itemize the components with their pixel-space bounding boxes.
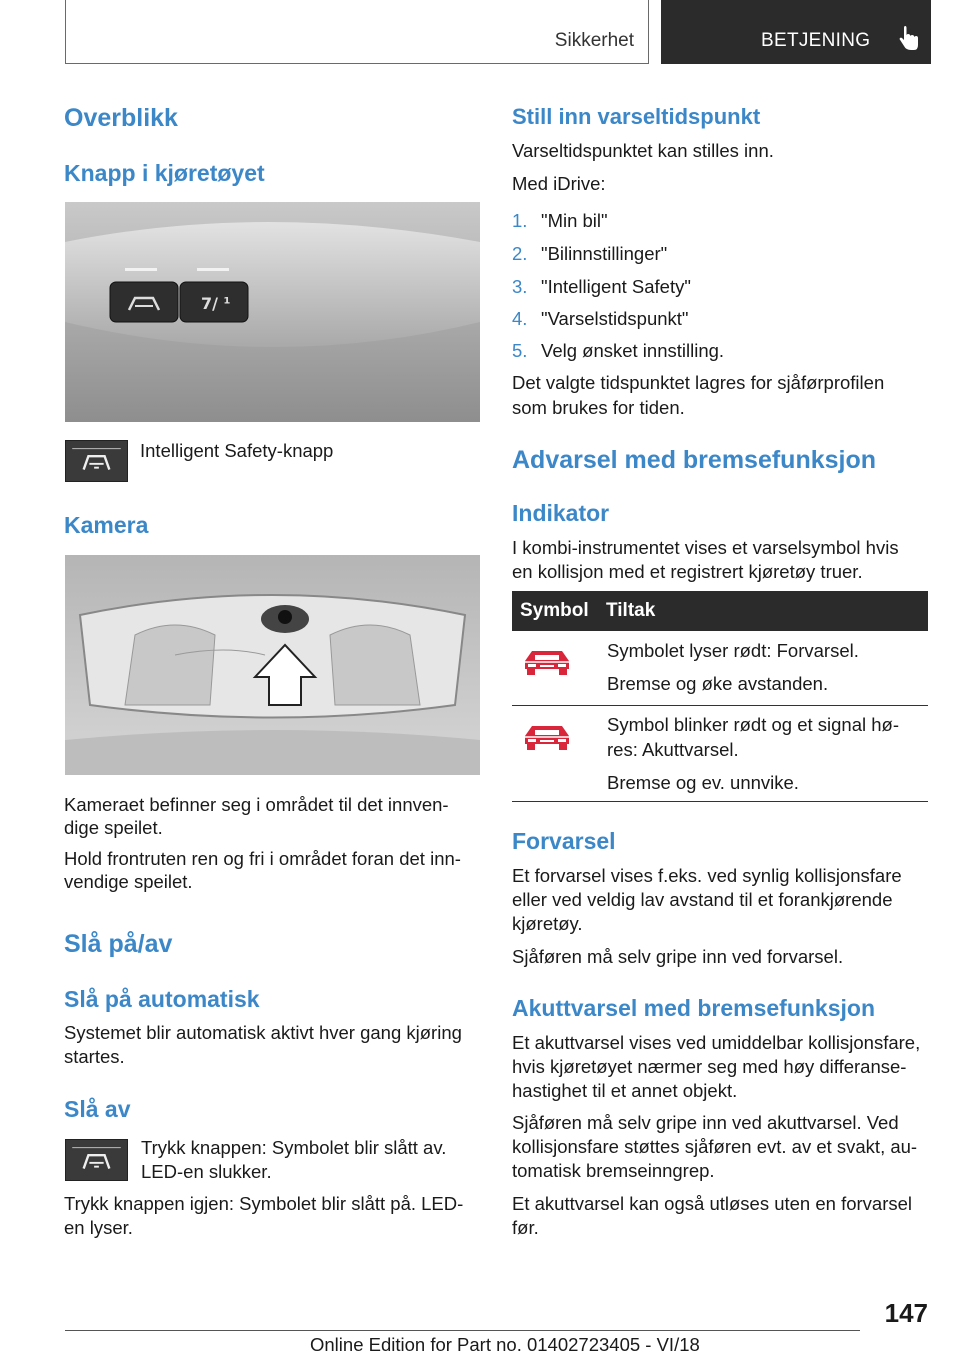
camera-text-1a: Kameraet befinner seg i området til det innven- [64, 794, 449, 815]
collision-warning-blink-icon [522, 722, 572, 752]
svg-text:7/ ¹: 7/ ¹ [201, 294, 231, 313]
symbol-table-header [512, 591, 928, 631]
header-section-tab [65, 0, 649, 64]
step-text: "Bilinnstillinger" [541, 243, 668, 264]
page-number: 147 [884, 1298, 928, 1328]
step-number: 1. [512, 210, 528, 231]
camera-text-2a: Hold frontruten ren og fri i området foran det inn- [64, 848, 461, 869]
step-number: 4. [512, 308, 528, 329]
footer-edition: Online Edition for Part no. 01402723405 - VI/18 [310, 1334, 700, 1355]
acute-text-a: Et akuttvarsel vises ved umiddelbar kollisjonsfare, [512, 1032, 921, 1053]
pre-text-a: Et forvarsel vises f.eks. ved synlig kollisjonsfare [512, 865, 902, 886]
acute-text-b: hvis kjøretøyet nærmer seg med høy differanse- [512, 1056, 907, 1077]
step-text: "Intelligent Safety" [541, 276, 691, 297]
acute-text-h: før. [512, 1217, 539, 1238]
warning-time-text: Varseltidspunktet kan stilles inn. [512, 140, 774, 161]
camera-text-2b: vendige speilet. [64, 871, 193, 892]
acute-text-g: Et akuttvarsel kan også utløses uten en forvarsel [512, 1193, 913, 1214]
table-row-divider [512, 705, 928, 706]
auto-text-a: Systemet blir automatisk aktivt hver gang kjøring [64, 1022, 462, 1043]
row1-text-a: Symbolet lyser rødt: Forvarsel. [607, 640, 859, 661]
title-overblikk: Overblikk [64, 104, 178, 132]
button-caption: Intelligent Safety-knapp [140, 440, 334, 461]
pre-text-d: Sjåføren må selv gripe inn ved forvarsel. [512, 946, 844, 967]
row1-text-b: Bremse og øke avstanden. [607, 673, 829, 694]
camera-text-1b: dige speilet. [64, 817, 163, 838]
saved-text-b: som brukes for tiden. [512, 397, 685, 418]
intelligent-safety-icon [65, 440, 128, 482]
step-number: 3. [512, 276, 528, 297]
row2-text-a: Symbol blinker rødt og et signal hø- [607, 714, 900, 735]
subtitle-off: Slå av [64, 1096, 131, 1122]
col-symbol: Symbol [520, 600, 589, 621]
footer-rule [65, 1330, 860, 1331]
row2-text-b: res: Akuttvarsel. [607, 739, 739, 760]
acute-text-c: hastighet til et annet objekt. [512, 1080, 738, 1101]
pre-text-c: kjøretøy. [512, 913, 583, 934]
col-action: Tiltak [606, 600, 656, 621]
idrive-label: Med iDrive: [512, 173, 606, 194]
indicator-text-b: en kollisjon med et registrert kjøretøy truer. [512, 561, 863, 582]
header-section-label: Sikkerhet [554, 30, 634, 51]
acute-text-d: Sjåføren må selv gripe inn ved akuttvarsel. Ved [512, 1112, 899, 1133]
title-brake-warning: Advarsel med bremsefunksjon [512, 446, 877, 474]
subtitle-pre-warning: Forvarsel [512, 828, 616, 854]
step-number: 5. [512, 340, 528, 361]
button-photo [65, 202, 480, 422]
camera-photo [65, 555, 480, 775]
header-chapter-label: BETJENING [761, 30, 871, 51]
auto-text-b: startes. [64, 1046, 125, 1067]
table-bottom-rule [512, 801, 928, 802]
subtitle-camera: Kamera [64, 512, 149, 538]
subtitle-acute-warning: Akuttvarsel med bremsefunksjon [512, 995, 876, 1021]
saved-text-a: Det valgte tidspunktet lagres for sjåførprofilen [512, 372, 885, 393]
title-warning-time: Still inn varseltidspunkt [512, 104, 761, 129]
off-text-b: en lyser. [64, 1217, 133, 1238]
off-icon-text-a: Trykk knappen: Symbolet blir slått av. [141, 1137, 447, 1158]
subtitle-indicator: Indikator [512, 500, 610, 526]
collision-warning-red-icon [522, 647, 572, 677]
step-text: Velg ønsket innstilling. [541, 340, 725, 361]
acute-text-f: tomatisk bremseinngrep. [512, 1160, 715, 1181]
header-chapter-tab [661, 0, 931, 64]
step-number: 2. [512, 243, 528, 264]
hand-pointer-icon [897, 26, 921, 52]
step-text: "Min bil" [541, 210, 608, 231]
subtitle-auto-on: Slå på automatisk [64, 986, 260, 1012]
step-text: "Varselstidspunkt" [541, 308, 689, 329]
title-on-off: Slå på/av [64, 930, 173, 958]
pre-text-b: eller ved veldig lav avstand til et forankjørende [512, 889, 893, 910]
acute-text-e: kollisjonsfare støttes sjåføren evt. av et svakt, au- [512, 1136, 918, 1157]
row2-text-c: Bremse og ev. unnvike. [607, 772, 799, 793]
off-icon-text-b: LED-en slukker. [141, 1161, 272, 1182]
intelligent-safety-icon-off [65, 1139, 128, 1181]
off-text-a: Trykk knappen igjen: Symbolet blir slått på. LED- [64, 1193, 464, 1214]
subtitle-button: Knapp i kjøretøyet [64, 160, 265, 186]
indicator-text-a: I kombi-instrumentet vises et varselsymbol hvis [512, 537, 899, 558]
